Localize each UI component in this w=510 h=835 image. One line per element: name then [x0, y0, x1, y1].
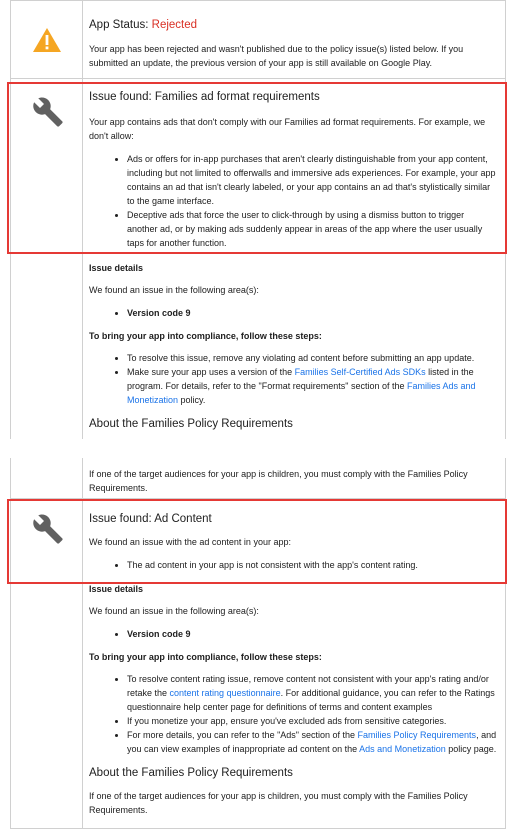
- step-item: [127, 365, 497, 407]
- row-divider: [11, 78, 505, 79]
- steps-list: [89, 351, 497, 407]
- status-section: [89, 17, 497, 70]
- step-text: To resolve content rating issue, remove content not consistent with your app's rating and/or retake the: [127, 674, 489, 698]
- issue-details-heading: Issue details: [89, 584, 144, 594]
- about-body: If one of the target audiences for your app is children, you must comply with the Families Policy Requirements.: [89, 469, 468, 493]
- issue-found-text: We found an issue in the following area(s):: [89, 285, 259, 295]
- status-value: Rejected: [151, 19, 198, 31]
- step-text: . For additional guidance, you can refer to the Ratings questionnaire help center page for definitions of terms and content examples: [127, 688, 495, 712]
- issue-title: Issue found: Families ad format requirements: [89, 91, 320, 103]
- status-title: [89, 17, 497, 33]
- issue-highlight-box: [7, 499, 507, 584]
- version-code: • Version code 9: [127, 627, 497, 641]
- about-body: If one of the target audiences for your app is children, you must comply with the Families Policy Requirements.: [89, 791, 468, 815]
- issue-bullet: • The ad content in your app is not consistent with the app's content rating.: [127, 558, 497, 572]
- step-text: listed in the program. For details, refer to the "Format requirements" section of the: [127, 367, 474, 391]
- status-body: Your app has been rejected and wasn't published due to the policy issue(s) listed below. If you submitted an update, the previous version of your app is still available on Google Play.: [89, 44, 464, 68]
- step-text: Make sure your app uses a version of the: [127, 367, 295, 377]
- families-ads-monetization-link[interactable]: Families Ads and Monetization: [127, 381, 476, 405]
- issue-details-heading: Issue details: [89, 263, 144, 273]
- step-item: [127, 728, 497, 756]
- step-text: policy.: [178, 395, 206, 405]
- content-rating-questionnaire-link[interactable]: content rating questionnaire: [169, 688, 281, 698]
- step-item: • If you monetize your app, ensure you've excluded ads from sensitive categories.: [127, 714, 497, 728]
- version-code: • Version code 9: [127, 306, 497, 320]
- steps-heading: To bring your app into compliance, follow these steps:: [89, 652, 322, 662]
- status-label: App Status:: [89, 19, 152, 31]
- warning-icon: [32, 27, 62, 53]
- issue-bullet: • Ads or offers for in-app purchases that aren't clearly distinguishable from your app content, including but not limited to offerwalls and immersive ads experiences. For example, your app contains an ad that isn't clearly labeled, or your app contains an ad that's stylistically similar to the game interface.: [127, 152, 497, 208]
- steps-heading: To bring your app into compliance, follow these steps:: [89, 331, 322, 341]
- issue-bullet: • Deceptive ads that force the user to click-through by using a dismiss button to trigger another ad, or by making ads suddenly appear in areas of the app where the user usually taps for another function.: [127, 208, 497, 250]
- about-heading: About the Families Policy Requirements: [89, 418, 293, 430]
- issue-intro: Your app contains ads that don't comply with our Families ad format requirements. For example, we don't allow:: [89, 117, 486, 141]
- ads-monetization-link[interactable]: Ads and Monetization: [359, 744, 446, 754]
- issue-intro: We found an issue with the ad content in your app:: [89, 537, 291, 547]
- version-list: [89, 627, 497, 641]
- steps-list: [89, 672, 497, 756]
- step-text: , and you can view examples of inappropriate ad content on the: [127, 730, 497, 754]
- step-item: • To resolve this issue, remove any violating ad content before submitting an app update.: [127, 351, 497, 365]
- about-heading: About the Families Policy Requirements: [89, 767, 293, 779]
- issue-found-text: We found an issue in the following area(s):: [89, 606, 259, 616]
- step-item: [127, 672, 497, 714]
- issue-highlight-box: [7, 82, 507, 254]
- issue-title: Issue found: Ad Content: [89, 513, 212, 525]
- step-text: For more details, you can refer to the "Ads" section of the: [127, 730, 358, 740]
- families-sdks-link[interactable]: Families Self-Certified Ads SDKs: [294, 367, 426, 377]
- families-policy-requirements-link[interactable]: Families Policy Requirements: [357, 730, 477, 740]
- version-list: [89, 306, 497, 320]
- step-text: policy page.: [445, 744, 497, 754]
